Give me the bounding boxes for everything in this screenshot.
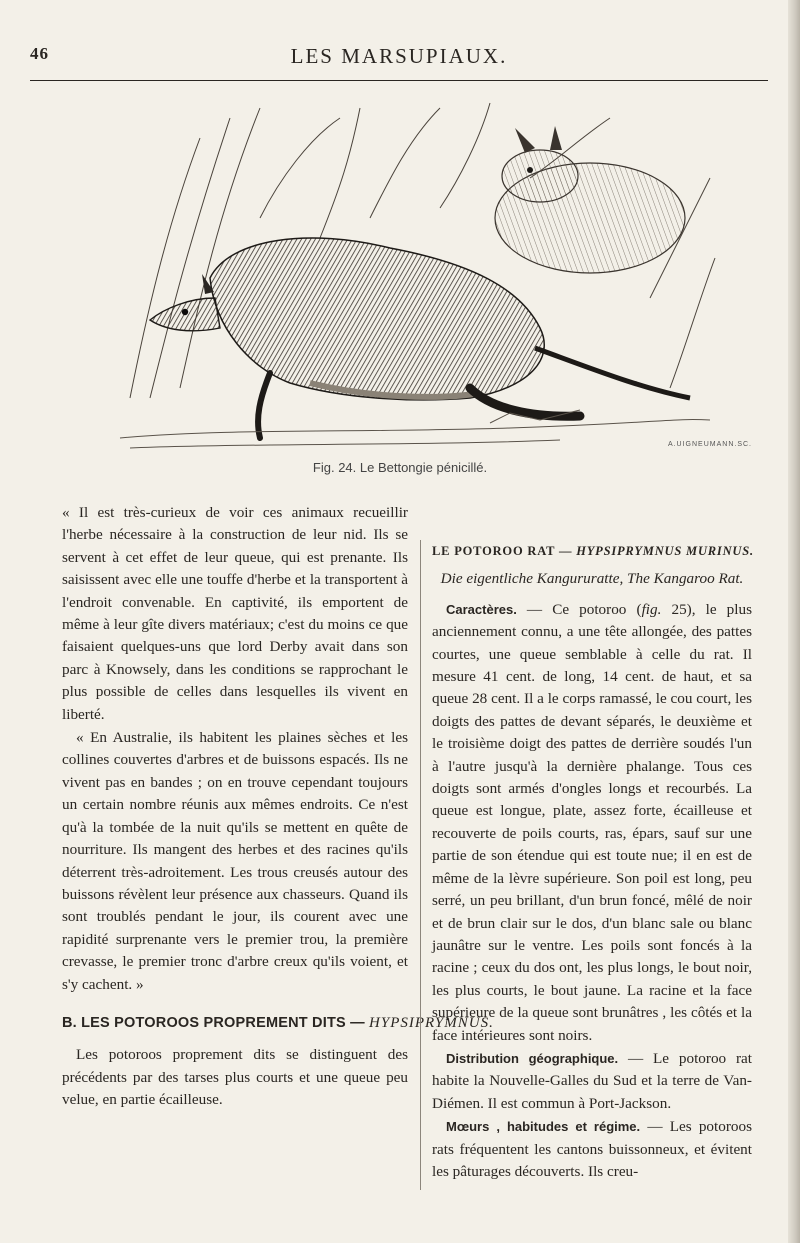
section-heading-species: HYPSIPRYMNUS.: [369, 1014, 494, 1031]
entry-title-prefix: LE POTOROO RAT —: [432, 544, 577, 558]
bettong-engraving-illustration: [110, 98, 720, 458]
paragraph: « Il est très-curieux de voir ces animaux recueillir l'herbe nécessaire à la construction de leur nid. Ils se servent à cet effet de leur queue, qui est prenante. Ils saisissent avec elle une touffe d'herbe et la transportent à l'endroit convenable. En captivité, ils emportent de même à leur gîte divers matériaux; c'est du moins ce que faisaient quelques-uns que lord Derby avait dans son parc à Knowsely, dans les conditions se rapprochant le plus possible de celles dans lesquelles ils vivent en liberté.: [62, 504, 408, 723]
right-column: [432, 540, 752, 1184]
text-run: — Les potoroos rats fréquentent les cantons buissonneux, et évitent les pâturages découverts. Ils creu-: [432, 1118, 752, 1180]
text-run: — Ce potoroo (: [516, 600, 642, 618]
entry-title: [432, 540, 752, 562]
lead-term: Caractères.: [446, 601, 517, 617]
figure-caption: Fig. 24. Le Bettongie pénicillé.: [312, 460, 488, 475]
paragraph: Les potoroos proprement dits se distinguent des précédents par des tarses plus courts et une queue peu velue, en partie écailleuse.: [62, 1046, 408, 1109]
section-heading-prefix: B. LES POTOROOS PROPREMENT DITS —: [62, 1014, 370, 1031]
engraver-credit: A.UIGNEUMANN.SC.: [667, 441, 752, 448]
paragraph: « En Australie, ils habitent les plaines sèches et les collines couvertes d'arbres et de buissons espacés. Ils ne vivent pas en bandes ; on en trouve cependant toujours un certain nombre réunis aux mêmes endroits. Ce n'est qu'à la tombée de la nuit qu'ils se mettent en quête de nourriture. Ils mangent des herbes et des racines qu'ils déterrent très-adroitement. Les trous creusés autour des buissons révèlent leur présence aux chasseurs. Quand ils sont troublés pendant le jour, ils courent avec une rapidité surprenante vers le premier trou, la première crevasse, le premier tronc d'arbre creux qu'ils voient, et s'y cachent. »: [62, 729, 408, 993]
paragraph: [432, 1048, 752, 1115]
text-run: — Le potoroo rat habite la Nouvelle-Galles du Sud et la terre de Van-Diémen. Il est commun à Port-Jackson.: [432, 1049, 752, 1112]
lead-term: Mœurs , habitudes et régime.: [446, 1119, 641, 1135]
section-heading: [62, 1012, 494, 1034]
header-rule: [30, 80, 768, 81]
engraving-figure: [110, 98, 720, 458]
running-head: LES MARSUPIAUX.: [290, 44, 508, 68]
entry-subtitle: Die eigentliche Kangururatte, The Kangaroo Rat.: [440, 570, 744, 588]
page-edge: [788, 0, 800, 1243]
page-header: [30, 44, 768, 74]
lead-term: Distribution géographique.: [446, 1050, 619, 1066]
column-divider: [420, 540, 421, 1190]
text-run: 25), le plus anciennement connu, a une tête allongée, des pattes courtes, une queue semblable à celle du rat. Il mesure 41 cent. de long, 14 cent. de haut, et sa queue 28 cent. Il a le corps ramassé, le cou court, les doigts des pattes de devant séparés, le deuxième et le troisième doigt des pattes de derrière soudés l'un à l'autre jusqu'à la dernière phalange. Tous ces doigts sont armés d'ongles longs et recourbés. La queue est longue, plate, assez forte, écailleuse et recouverte de poils courts, ras, épars, sauf sur une partie de son étendue qui est toute nue; il en est de même de la lèvre supérieure. Son poil est long, peu serré, un peu brillant, d'un brun foncé, mêlé de noir et de brun clair sur le dos, d'un blanc sale ou blanc jaunâtre sur le ventre. Les poils sont foncés à la racine ; ceux du dos ont, les plus longs, le bout noir, les plus courts, le bout jaune. La racine et la face supérieure de la queue sont brunâtres , les côtés et la face intérieures sont noirs.: [432, 600, 752, 1044]
entry-title-latin: HYPSIPRYMNUS MURINUS.: [576, 544, 754, 558]
fig-reference: fig.: [641, 600, 662, 618]
paragraph: [432, 599, 752, 1047]
page-number: 46: [30, 44, 49, 63]
paragraph: [432, 1116, 752, 1183]
